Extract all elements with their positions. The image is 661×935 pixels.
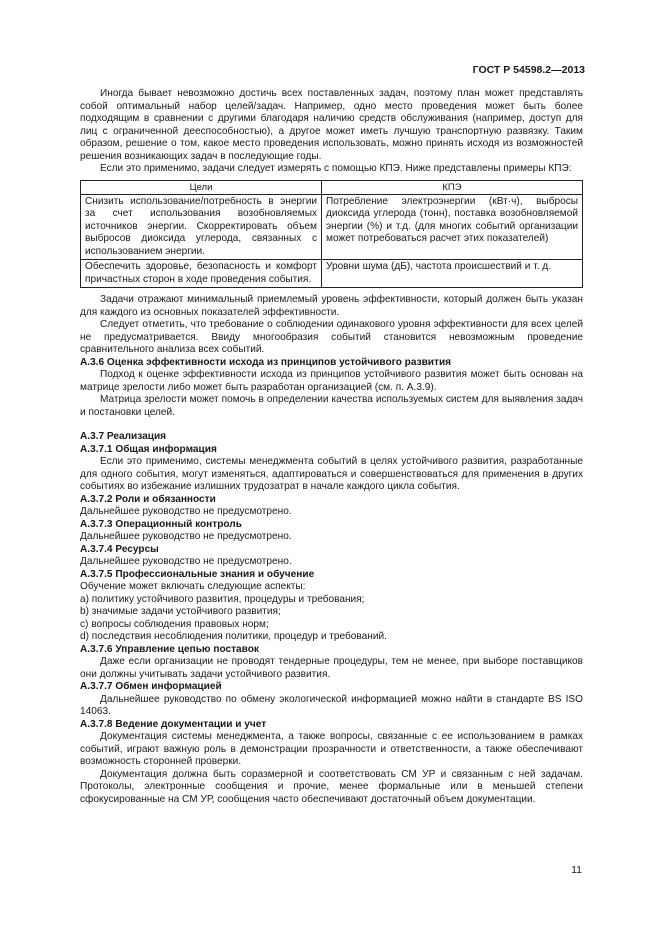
paragraph: Задачи отражают минимальный приемлемый уровень эффективности, который должен быть указан для каждого из основных показателей эффективности.	[80, 294, 583, 318]
subsection-heading: А.3.7.1 Общая информация	[80, 443, 217, 455]
page-content	[80, 88, 583, 806]
list-item: a) политику устойчивого развития, процедуры и требования;	[80, 593, 365, 605]
subsection-heading: А.3.7.7 Обмен информацией	[80, 681, 222, 692]
paragraph: Матрица зрелости может помочь в определении качества используемых систем для выявления задач и постановки целей.	[80, 394, 583, 418]
paragraph: Подход к оценке эффективности исхода из принципов устойчивого развития может быть основан на матрице зрелости либо может быть разработан организацией (см. п. А.3.9).	[80, 369, 583, 393]
list-item: b) значимые задачи устойчивого развития;	[80, 606, 281, 617]
paragraph: Даже если организации не проводят тендерные процедуры, тем не менее, при выборе поставщиков они должны учитывать задачи устойчивого развития.	[80, 656, 583, 680]
table-header-kpi: КПЭ	[322, 180, 583, 194]
table-cell: Уровни шума (дБ), частота происшествий и т. д.	[322, 260, 583, 288]
table-row	[81, 194, 583, 260]
table-header-row	[81, 180, 583, 194]
paragraph: Следует отметить, что требование о соблюдении одинакового уровня эффективности для всех целей не предусматривается. Ввиду многообразия событий становится невозможным проведение сравнительного анализа всех событий.	[80, 319, 583, 355]
paragraph: Если это применимо, задачи следует измерять с помощью КПЭ. Ниже представлены примеры КПЭ:	[100, 163, 572, 174]
table-cell: Снизить использование/потребность в энергии за счет использования возобновляемых источников энергии. Скорректировать объем выбросов диоксида углерода, связанных с использованием энергии.	[81, 194, 322, 260]
paragraph: Если это применимо, системы менеджмента событий в целях устойчивого развития, разработанные для одного события, могут изменяться, адаптироваться и совершенствоваться для применения в других событиях во избежание излишних трудозатрат в начале каждого цикла события.	[80, 456, 583, 492]
list-item: d) последствия несоблюдения политики, процедур и требований.	[80, 631, 387, 642]
paragraph: Дальнейшее руководство по обмену экологической информацией можно найти в стандарте BS ISO 14063.	[80, 693, 583, 717]
page-number: 11	[571, 864, 582, 876]
paragraph: Дальнейшее руководство не предусмотрено.	[80, 556, 292, 567]
document-code: ГОСТ Р 54598.2—2013	[472, 64, 585, 76]
paragraph: Документация системы менеджмента, а также вопросы, связанные с ее использованием в рамках событий, играют важную роль в демонстрации прозрачности и ответственности, а также обеспечивают возможность сторонней проверки.	[80, 731, 583, 767]
paragraph: Иногда бывает невозможно достичь всех поставленных задач, поэтому план может представлять собой оптимальный набор целей/задач. Например, одно место проведения может быть более подходящим в сравнении с другими благодаря наличию средств обслуживания (например, доступ для лиц с ограниченной дееспособностью), а другое может иметь лучшую транспортную развязку. Таким образом, решение о том, какое место проведения использовать, можно принять исходя из возможностей решения возникающих задач в последующие годы.	[80, 88, 583, 162]
table-header-goals: Цели	[81, 180, 322, 194]
table-cell: Потребление электроэнергии (кВт·ч), выбросы диоксида углерода (тонн), поставка возобновляемой энергии (%) и т.д. (для многих событий организации может потребоваться расчет этих показателей)	[322, 194, 583, 260]
section-heading-a37: А.3.7 Реализация	[80, 431, 167, 442]
section-heading-a36: А.3.6 Оценка эффективности исхода из принципов устойчивого развития	[80, 356, 452, 368]
subsection-heading: А.3.7.8 Ведение документации и учет	[80, 718, 267, 730]
goals-kpi-table	[80, 180, 583, 289]
table-row	[81, 260, 583, 288]
subsection-heading: А.3.7.6 Управление цепью поставок	[80, 643, 259, 655]
table-cell: Обеспечить здоровье, безопасность и комфорт причастных сторон в ходе проведения события.	[81, 260, 322, 288]
list-item: c) вопросы соблюдения правовых норм;	[80, 618, 269, 630]
paragraph: Обучение может включать следующие аспекты:	[80, 581, 306, 592]
paragraph: Дальнейшее руководство не предусмотрено.	[80, 531, 292, 542]
subsection-heading: А.3.7.4 Ресурсы	[80, 543, 159, 555]
subsection-heading: А.3.7.3 Операционный контроль	[80, 518, 242, 530]
paragraph: Документация должна быть соразмерной и соответствовать СМ УР и связанным с ней задачам. Протоколы, электронные сообщения и прочие, менее формальные или в меньшей степени сфокусированные на СМ УР, сообщения часто обеспечивают достаточный объем документации.	[80, 768, 583, 805]
subsection-heading: А.3.7.2 Роли и обязанности	[80, 493, 216, 505]
subsection-heading: А.3.7.5 Профессиональные знания и обучение	[80, 568, 315, 580]
paragraph: Дальнейшее руководство не предусмотрено.	[80, 506, 292, 517]
spacer	[80, 419, 583, 431]
